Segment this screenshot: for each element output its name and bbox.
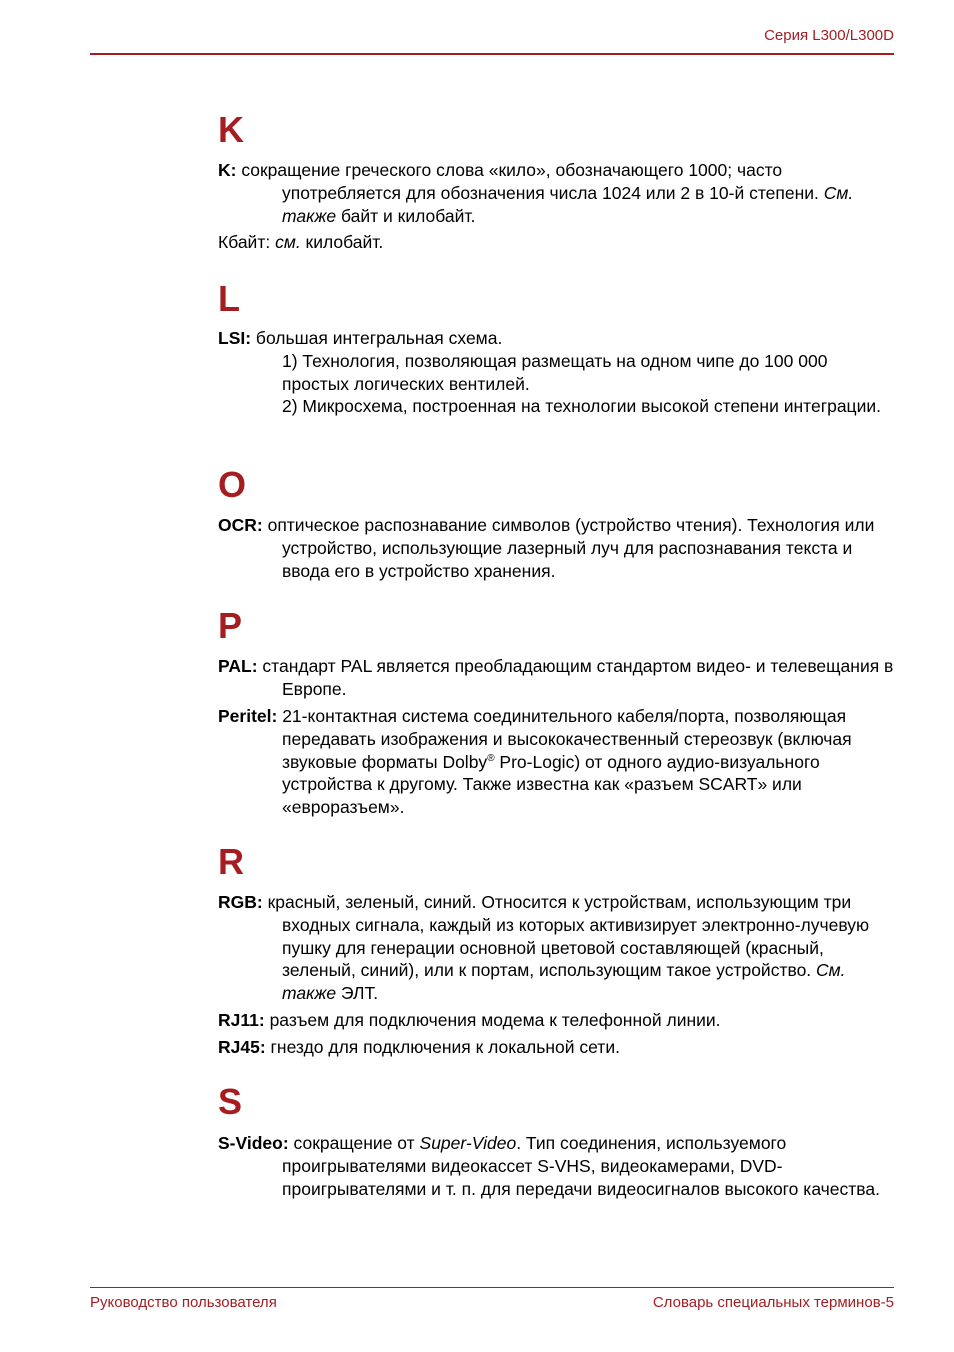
term: RJ45: [218, 1037, 266, 1057]
definition-item-2: 2) Микросхема, построенная на технологии высокой степени интеграции. [282, 396, 881, 417]
section-letter-k: K [218, 109, 244, 150]
definition-item-1: 1) Технология, позволяющая размещать на одном чипе до 100 000 простых логических вентилей. [282, 350, 828, 394]
definition: большая интегральная схема. [251, 328, 503, 348]
registered-mark: ® [487, 752, 495, 764]
glossary-entry-rj11 [218, 1009, 894, 1032]
definition: разъем для подключения модема к телефонной линии. [264, 1010, 721, 1030]
header-rule [90, 53, 894, 55]
term: Peritel: [218, 706, 278, 726]
definition-tail: . Тип соединения, используемого проигрывателями видеокассет S-VHS, видеокамерами, DVD-проигрывателями и т. п. для передачи видеосигналов высокого качества. [282, 1133, 880, 1199]
definition-tail: байт и килобайт. [336, 205, 476, 226]
glossary-entry-pal [218, 655, 894, 701]
term: OCR: [218, 515, 263, 535]
header-title: Серия L300/L300D [764, 27, 894, 44]
term: PAL: [218, 656, 258, 676]
section-letter-o: O [218, 464, 247, 505]
definition: 21-контактная система соединительного кабеля/порта, позволяющая передавать изображения и высококачественный стереозвук (включая звуковые форматы Dolby [277, 706, 852, 772]
term: Кбайт: [218, 232, 276, 252]
term: K: [218, 160, 237, 180]
definition: сокращение от [288, 1133, 420, 1153]
definition: гнездо для подключения к локальной сети. [265, 1037, 620, 1057]
term: RJ11: [218, 1010, 265, 1030]
footer-rule [90, 1287, 894, 1288]
glossary-entry-ocr [218, 514, 894, 582]
see-also: См. также [282, 960, 846, 1004]
section-letter-p: P [218, 605, 243, 646]
term: RGB: [218, 892, 263, 912]
glossary-entry-rgb [218, 891, 894, 1005]
term: LSI: [218, 328, 252, 348]
section-letter-r: R [218, 841, 244, 882]
glossary-entry-kbyte [218, 231, 894, 254]
footer-manual-title: Руководство пользователя [90, 1294, 277, 1311]
glossary-entry-lsi [218, 327, 894, 418]
definition-tail: Pro-Logic) от одного аудио-визуального устройства к другому. Также известна как «разъем SCART» или «евроразъем». [282, 751, 820, 818]
glossary-entry-peritel [218, 705, 894, 819]
italic-term: Super-Video [419, 1133, 517, 1153]
glossary-entry-k [218, 159, 894, 227]
definition-tail: ЭЛТ. [336, 983, 379, 1004]
glossary-entry-rj45 [218, 1036, 894, 1059]
footer-page-label: Словарь специальных терминов-5 [652, 1294, 894, 1311]
section-letter-l: L [218, 278, 240, 319]
definition: оптическое распознавание символов (устройство чтения). Технология или устройство, использующие лазерный луч для распознавания текста и ввода его в устройство хранения. [262, 515, 875, 581]
glossary-entry-svideo [218, 1132, 894, 1200]
definition: сокращение греческого слова «кило», обозначающего 1000; часто употребляется для обозначения числа 1024 или 2 в 10-й степени. [236, 160, 824, 203]
definition: стандарт PAL является преобладающим стандартом видео- и телевещания в Европе. [257, 656, 894, 699]
definition: красный, зеленый, синий. Относится к устройствам, использующим три входных сигнала, каждый из которых активизирует электронно-лучевую пушку для генерации основной цветовой составляющей (красный, зеленый, синий), или к портам, использующим такое устройство. [262, 892, 870, 981]
see-also: см. [275, 232, 301, 252]
definition: килобайт. [300, 232, 384, 252]
term: S-Video: [218, 1133, 289, 1153]
section-letter-s: S [218, 1081, 243, 1122]
see-also: См. также [282, 182, 854, 226]
